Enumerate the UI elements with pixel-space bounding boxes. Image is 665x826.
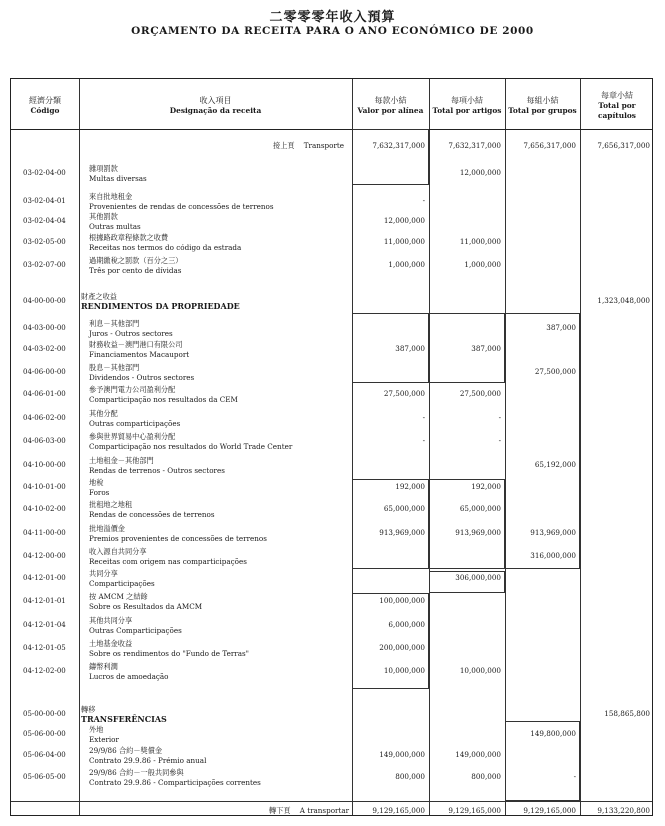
row-desc-pt: Comparticipações bbox=[89, 579, 155, 588]
row-desc-pt: Comparticipação nos resultados do World Trade Center bbox=[89, 442, 293, 451]
row-desc-zh: 參與世界貿易中心盈利分配 bbox=[89, 432, 176, 441]
row-value-c2: 149,000,000 bbox=[455, 750, 501, 759]
transport-out-label-zh: 轉下頁 bbox=[269, 806, 291, 815]
row-code: 04-06-02-00 bbox=[23, 414, 66, 422]
col-divider bbox=[352, 79, 353, 815]
row-desc-pt: Contrato 29.9.86 - Comparticipações correntes bbox=[89, 778, 261, 787]
row-value-c1: 913,969,000 bbox=[379, 528, 425, 537]
row-code: 04-12-01-05 bbox=[23, 644, 66, 652]
row-code: 04-12-01-04 bbox=[23, 621, 66, 629]
row-desc-pt: Três por cento de dívidas bbox=[89, 266, 182, 275]
row-desc-pt: Provenientes de rendas de concessões de terrenos bbox=[89, 202, 274, 211]
row-code: 04-12-02-00 bbox=[23, 667, 66, 675]
transport-out-c1: 9,129,165,000 bbox=[372, 806, 425, 815]
row-code: 04-06-03-00 bbox=[23, 437, 66, 445]
transport-out-label bbox=[269, 806, 349, 815]
row-value-c1: 6,000,000 bbox=[388, 620, 425, 629]
row-value-c2: 800,000 bbox=[471, 772, 501, 781]
row-code: 05-06-05-00 bbox=[23, 773, 66, 781]
row-value-c2: 11,000,000 bbox=[459, 237, 501, 246]
row-value-c4: 158,865,800 bbox=[604, 709, 650, 718]
row-desc-zh: 外地 bbox=[89, 725, 104, 734]
row-value-c2: 1,000,000 bbox=[464, 260, 501, 269]
title-portuguese: ORÇAMENTO DA RECEITA PARA O ANO ECONÓMICO DE 2000 bbox=[131, 25, 534, 37]
row-code: 04-10-00-00 bbox=[23, 461, 66, 469]
row-value-c3: 913,969,000 bbox=[530, 528, 576, 537]
row-desc-pt: Exterior bbox=[89, 735, 119, 744]
row-code: 04-12-01-01 bbox=[23, 597, 66, 605]
transport-in-c2: 7,632,317,000 bbox=[448, 141, 501, 150]
row-desc-pt: Comparticipação nos resultados da CEM bbox=[89, 395, 238, 404]
row-desc-zh: 利息－其他部門 bbox=[89, 319, 140, 328]
row-code: 04-12-00-00 bbox=[23, 552, 66, 560]
col-header-artigos-zh: 每項小結 bbox=[451, 96, 483, 105]
row-value-c1: 387,000 bbox=[395, 344, 425, 353]
row-desc-pt: Contrato 29.9.86 - Prémio anual bbox=[89, 756, 207, 765]
row-value-c2: 27,500,000 bbox=[459, 389, 501, 398]
row-desc-zh: 批地溢價金 bbox=[89, 524, 125, 533]
col-divider bbox=[79, 79, 80, 815]
row-desc-pt: Sobre os Resultados da AMCM bbox=[89, 602, 203, 611]
transport-out-c2: 9,129,165,000 bbox=[448, 806, 501, 815]
row-code: 03-02-05-00 bbox=[23, 238, 66, 246]
row-desc-zh: 參予澳門電力公司盈利分配 bbox=[89, 385, 176, 394]
row-value-c1: 192,000 bbox=[395, 482, 425, 491]
row-desc-zh: 財務收益－澳門港口有限公司 bbox=[89, 340, 183, 349]
row-value-c2: 306,000,000 bbox=[455, 573, 501, 582]
row-code: 04-06-01-00 bbox=[23, 390, 66, 398]
row-code: 04-00-00-00 bbox=[23, 297, 66, 305]
row-value-c2: - bbox=[498, 413, 501, 422]
col-header-code-pt: Código bbox=[30, 106, 60, 115]
cell-border bbox=[352, 129, 429, 185]
row-code: 03-02-04-04 bbox=[23, 217, 66, 225]
row-desc-pt: Rendas de concessões de terrenos bbox=[89, 510, 215, 519]
row-code: 04-12-01-00 bbox=[23, 574, 66, 582]
row-code: 05-06-00-00 bbox=[23, 730, 66, 738]
row-value-c2: 65,000,000 bbox=[459, 504, 501, 513]
row-desc-zh: 股息－其他部門 bbox=[89, 363, 140, 372]
row-desc-zh: 土地基金收益 bbox=[89, 639, 133, 648]
row-desc-pt: RENDIMENTOS DA PROPRIEDADE bbox=[81, 301, 240, 311]
transport-in-c3: 7,656,317,000 bbox=[523, 141, 576, 150]
transport-in-label-pt: Transporte bbox=[303, 141, 345, 150]
row-value-c3: 387,000 bbox=[546, 323, 576, 332]
row-value-c1: 100,000,000 bbox=[379, 596, 425, 605]
row-value-c4: 1,323,048,000 bbox=[597, 296, 650, 305]
col-header-code-zh: 經濟分類 bbox=[29, 96, 61, 105]
row-code: 03-02-04-00 bbox=[23, 169, 66, 177]
row-code: 04-10-02-00 bbox=[23, 505, 66, 513]
row-desc-zh: 批租地之地租 bbox=[89, 500, 133, 509]
col-header-grupos-zh: 每組小結 bbox=[526, 96, 559, 105]
transport-in-label bbox=[273, 141, 344, 150]
cell-border bbox=[429, 479, 505, 569]
col-header-alinea-pt: Valor por alínea bbox=[357, 106, 424, 115]
row-desc-pt: Rendas de terrenos - Outros sectores bbox=[89, 466, 225, 475]
row-desc-pt: Outras comparticipações bbox=[89, 419, 181, 428]
col-header-alinea bbox=[352, 83, 429, 129]
row-value-c3: 316,000,000 bbox=[530, 551, 576, 560]
row-desc-pt: Multas diversas bbox=[89, 174, 147, 183]
row-desc-zh: 共同分享 bbox=[89, 569, 118, 578]
row-code: 04-03-00-00 bbox=[23, 324, 66, 332]
row-value-c1: 200,000,000 bbox=[379, 643, 425, 652]
col-header-artigos-pt: Total por artigos bbox=[432, 106, 502, 115]
row-value-c2: 192,000 bbox=[471, 482, 501, 491]
row-value-c2: 10,000,000 bbox=[459, 666, 501, 675]
cell-border bbox=[352, 479, 429, 569]
row-desc-pt: Financiamentos Macauport bbox=[89, 350, 190, 359]
row-value-c1: - bbox=[422, 436, 425, 445]
col-header-alinea-zh: 每款小結 bbox=[374, 96, 407, 105]
row-desc-pt: Lucros de amoedação bbox=[89, 672, 169, 681]
row-value-c1: 800,000 bbox=[395, 772, 425, 781]
col-header-desc bbox=[79, 83, 352, 129]
row-desc-pt: Foros bbox=[89, 488, 110, 497]
row-value-c2: 387,000 bbox=[471, 344, 501, 353]
row-desc-zh: 來自批地租金 bbox=[89, 192, 133, 201]
row-code: 04-11-00-00 bbox=[23, 529, 66, 537]
col-divider bbox=[580, 79, 581, 815]
row-value-c1: 27,500,000 bbox=[383, 389, 425, 398]
row-code: 04-03-02-00 bbox=[23, 345, 66, 353]
row-value-c1: 11,000,000 bbox=[383, 237, 425, 246]
row-desc-zh: 收入源自共同分享 bbox=[89, 547, 147, 556]
row-desc-zh: 地稅 bbox=[89, 478, 104, 487]
row-desc-pt: Outras Comparticipações bbox=[89, 626, 182, 635]
col-header-desc-pt: Designação da receita bbox=[169, 106, 262, 115]
row-desc-pt: Dividendos - Outros sectores bbox=[89, 373, 195, 382]
row-value-c1: 1,000,000 bbox=[388, 260, 425, 269]
row-value-c1: - bbox=[422, 413, 425, 422]
row-desc-pt: Receitas nos termos do código da estrada bbox=[89, 243, 242, 252]
title-chinese: 二零零零年收入預算 bbox=[269, 10, 396, 25]
row-desc-zh: 按 AMCM 之結餘 bbox=[89, 592, 148, 601]
row-desc-pt: Premios provenientes de concessões de terrenos bbox=[89, 534, 267, 543]
row-value-c1: 149,000,000 bbox=[379, 750, 425, 759]
col-header-capitulos bbox=[580, 83, 654, 129]
row-desc-zh: 根據路政章程條款之收費 bbox=[89, 233, 169, 242]
row-desc-zh: 29/9/86 合約－獎償金 bbox=[89, 746, 163, 755]
row-value-c2: 12,000,000 bbox=[459, 168, 501, 177]
row-code: 04-06-00-00 bbox=[23, 368, 66, 376]
row-desc-zh: 29/9/86 合約－一般共同參與 bbox=[89, 768, 184, 777]
row-desc-zh: 土地租金－其他部門 bbox=[89, 456, 154, 465]
col-divider bbox=[429, 79, 430, 815]
col-header-artigos bbox=[429, 83, 505, 129]
row-desc-zh: 轉移 bbox=[81, 705, 96, 714]
col-header-capitulos-pt: Total por capítulos bbox=[598, 101, 636, 120]
transport-out-c4: 9,133,220,800 bbox=[597, 806, 650, 815]
row-value-c3: 149,800,000 bbox=[530, 729, 576, 738]
row-value-c1: - bbox=[422, 196, 425, 205]
transport-out-c3: 9,129,165,000 bbox=[523, 806, 576, 815]
row-desc-zh: 財產之收益 bbox=[81, 292, 117, 301]
row-desc-zh: 其他共同分享 bbox=[89, 616, 133, 625]
row-value-c2: - bbox=[498, 436, 501, 445]
row-desc-pt: Juros - Outros sectores bbox=[89, 329, 173, 338]
row-value-c3: - bbox=[573, 772, 576, 781]
transport-out-label-pt: A transportar bbox=[299, 806, 350, 815]
row-desc-zh: 過期繳稅之罰款（百分之三） bbox=[89, 256, 183, 265]
row-code: 05-06-04-00 bbox=[23, 751, 66, 759]
row-code: 03-02-04-01 bbox=[23, 197, 66, 205]
row-desc-pt: Outras multas bbox=[89, 222, 141, 231]
row-code: 03-02-07-00 bbox=[23, 261, 66, 269]
row-value-c3: 27,500,000 bbox=[534, 367, 576, 376]
row-desc-pt: Receitas com origem nas comparticipações bbox=[89, 557, 247, 566]
row-desc-zh: 鑄幣利潤 bbox=[89, 662, 118, 671]
row-desc-pt: TRANSFERÊNCIAS bbox=[81, 714, 167, 724]
footer-divider bbox=[11, 801, 652, 802]
row-desc-zh: 其他分配 bbox=[89, 409, 118, 418]
row-desc-pt: Sobre os rendimentos do "Fundo de Terras" bbox=[89, 649, 249, 658]
row-desc-zh: 其他罰款 bbox=[89, 212, 118, 221]
col-header-capitulos-zh: 每章小結 bbox=[601, 91, 633, 100]
row-desc-zh: 雜項罰款 bbox=[89, 164, 118, 173]
col-header-grupos-pt: Total por grupos bbox=[508, 106, 577, 115]
budget-table bbox=[10, 78, 653, 816]
transport-in-c1: 7,632,317,000 bbox=[372, 141, 425, 150]
row-code: 04-10-01-00 bbox=[23, 483, 66, 491]
row-value-c1: 65,000,000 bbox=[383, 504, 425, 513]
col-header-code bbox=[11, 83, 79, 129]
col-header-grupos bbox=[505, 83, 580, 129]
row-value-c3: 65,192,000 bbox=[534, 460, 576, 469]
row-value-c1: 10,000,000 bbox=[383, 666, 425, 675]
row-value-c1: 12,000,000 bbox=[383, 216, 425, 225]
row-value-c2: 913,969,000 bbox=[455, 528, 501, 537]
header-divider bbox=[11, 129, 652, 130]
transport-in-label-zh: 接上頁 bbox=[273, 141, 295, 150]
col-header-desc-zh: 收入項目 bbox=[199, 96, 232, 105]
transport-in-c4: 7,656,317,000 bbox=[597, 141, 650, 150]
row-code: 05-00-00-00 bbox=[23, 710, 66, 718]
